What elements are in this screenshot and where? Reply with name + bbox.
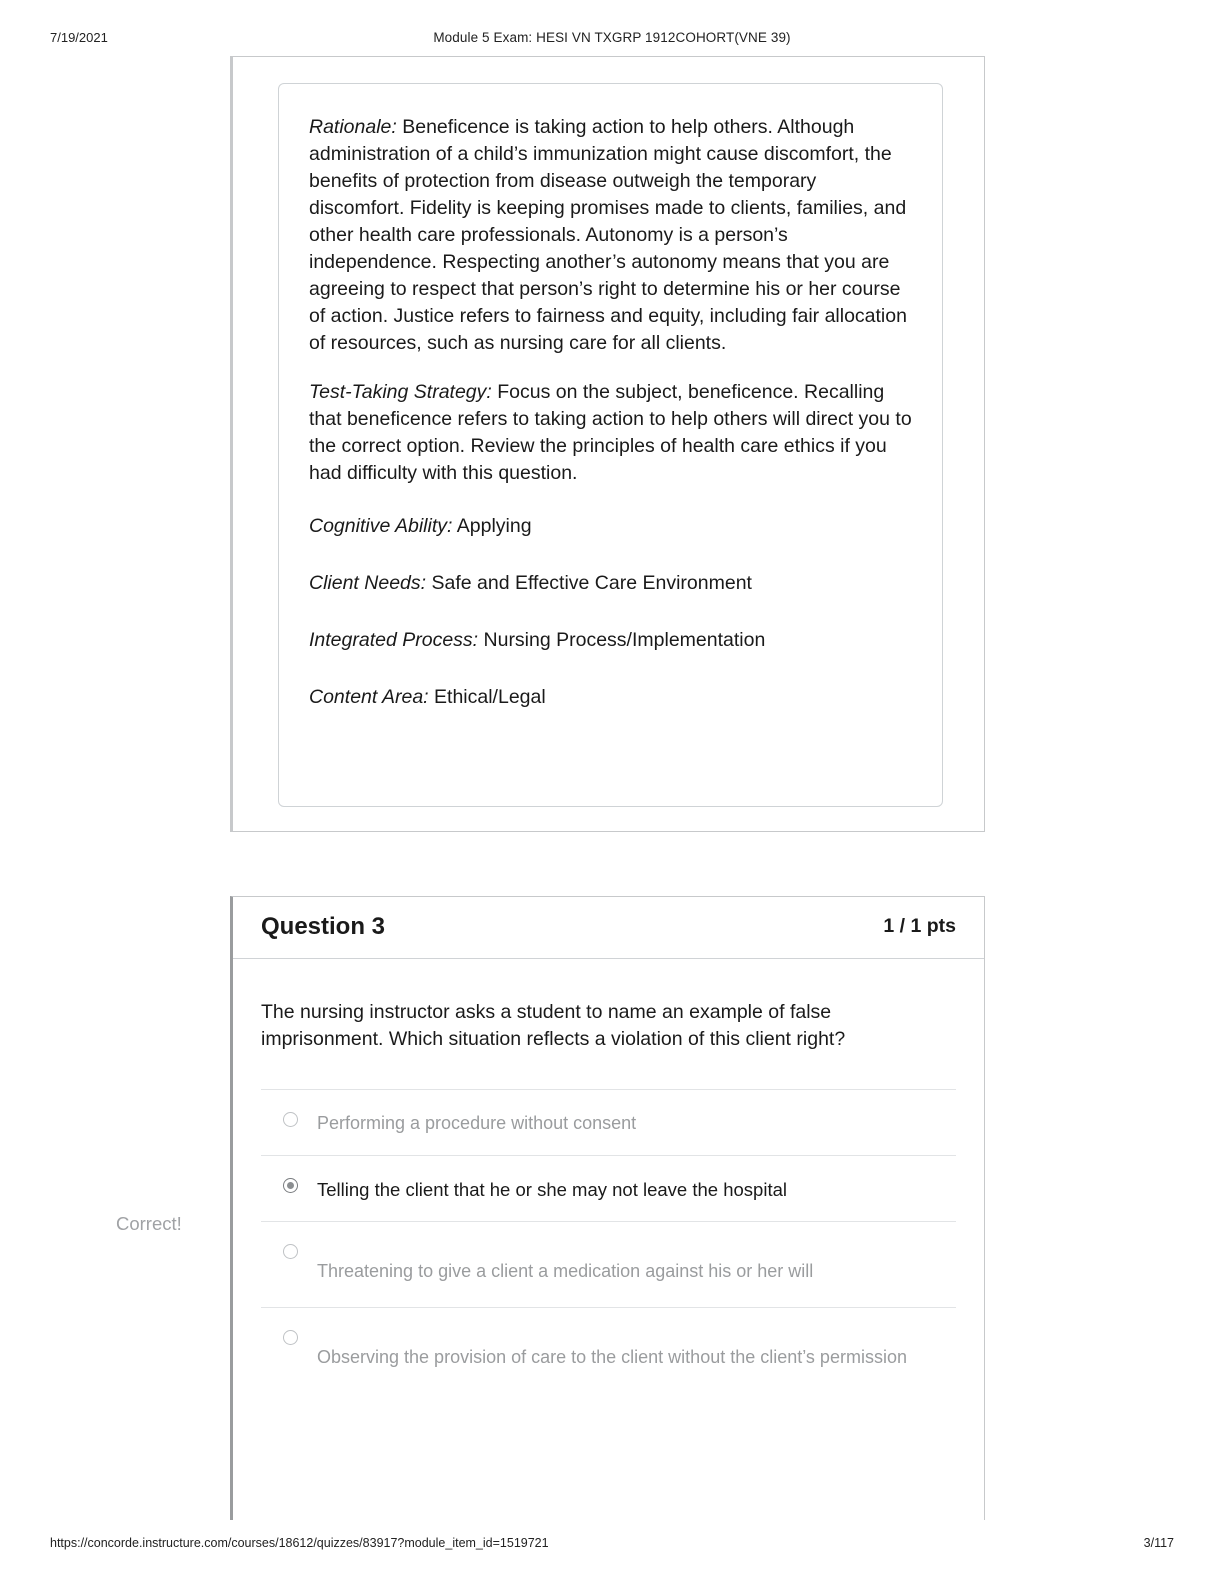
answer-option-selected[interactable] bbox=[261, 1155, 956, 1221]
answer-option[interactable] bbox=[261, 1089, 956, 1155]
radio-icon[interactable] bbox=[283, 1112, 298, 1127]
answer-text: Performing a procedure without consent bbox=[317, 1113, 637, 1133]
answer-option[interactable] bbox=[261, 1221, 956, 1307]
correct-marker: Correct! bbox=[116, 1213, 182, 1234]
rationale-paragraph bbox=[309, 114, 914, 357]
client-needs-value: Safe and Effective Care Environment bbox=[426, 572, 752, 594]
strategy-paragraph bbox=[309, 379, 914, 487]
rationale-text: Beneficence is taking action to help others. Although administration of a child’s immunization might cause discomfort, the benefits of protection from disease outweigh the temporary discomfort. Fidelity is keeping promises made to clients, families, and other health care professionals. Autonomy is a person’s independence. Respecting another’s autonomy means that you are agreeing to respect that person’s right to determine his or her course of action. Justice refers to fairness and equity, including fair allocation of resources, such as nursing care for all clients. bbox=[309, 116, 907, 354]
question-prompt: The nursing instructor asks a student to name an example of false imprisonment. Which situation reflects a violation of this client right? bbox=[261, 1001, 846, 1050]
answer-text: Threatening to give a client a medication against his or her will bbox=[317, 1261, 814, 1281]
question-header bbox=[233, 897, 984, 959]
page-footer bbox=[0, 1536, 1224, 1554]
radio-icon[interactable] bbox=[283, 1244, 298, 1259]
strategy-text: Focus on the subject, beneficence. Recalling that beneficence refers to taking action to help others will direct you to the correct option. Review the principles of health care ethics if you had difficulty with this question. bbox=[309, 381, 912, 484]
rationale-inner-box bbox=[278, 83, 943, 807]
client-needs-line bbox=[309, 570, 914, 597]
question-points: 1 / 1 pts bbox=[883, 915, 956, 937]
radio-icon[interactable] bbox=[283, 1330, 298, 1345]
answer-option[interactable] bbox=[261, 1307, 956, 1393]
header-date: 7/19/2021 bbox=[50, 30, 108, 45]
content-area-label: Content Area: bbox=[309, 686, 429, 708]
cognitive-ability-value: Applying bbox=[452, 515, 532, 537]
integrated-process-value: Nursing Process/Implementation bbox=[478, 629, 766, 651]
question-card bbox=[230, 896, 985, 1520]
content-area-line bbox=[309, 684, 914, 711]
rationale-card bbox=[230, 56, 985, 832]
client-needs-label: Client Needs: bbox=[309, 572, 427, 594]
rationale-label: Rationale: bbox=[309, 116, 397, 138]
content-area-value: Ethical/Legal bbox=[428, 686, 546, 708]
answer-list bbox=[261, 1089, 956, 1393]
radio-selected-icon[interactable] bbox=[283, 1178, 298, 1193]
integrated-process-line bbox=[309, 627, 914, 654]
cognitive-ability-label: Cognitive Ability: bbox=[309, 515, 453, 537]
page-header bbox=[0, 30, 1224, 50]
strategy-label: Test-Taking Strategy: bbox=[309, 381, 492, 403]
answer-text: Telling the client that he or she may not leave the hospital bbox=[317, 1179, 787, 1200]
question-body bbox=[233, 959, 984, 1393]
cognitive-ability-line bbox=[309, 513, 914, 540]
footer-page-number: 3/117 bbox=[1143, 1536, 1174, 1550]
answer-text: Observing the provision of care to the client without the client’s permission bbox=[317, 1347, 907, 1367]
footer-url: https://concorde.instructure.com/courses/18612/quizzes/83917?module_item_id=1519721 bbox=[50, 1536, 549, 1550]
header-title: Module 5 Exam: HESI VN TXGRP 1912COHORT(VNE 39) bbox=[433, 30, 791, 45]
integrated-process-label: Integrated Process: bbox=[309, 629, 479, 651]
question-number: Question 3 bbox=[261, 913, 386, 940]
